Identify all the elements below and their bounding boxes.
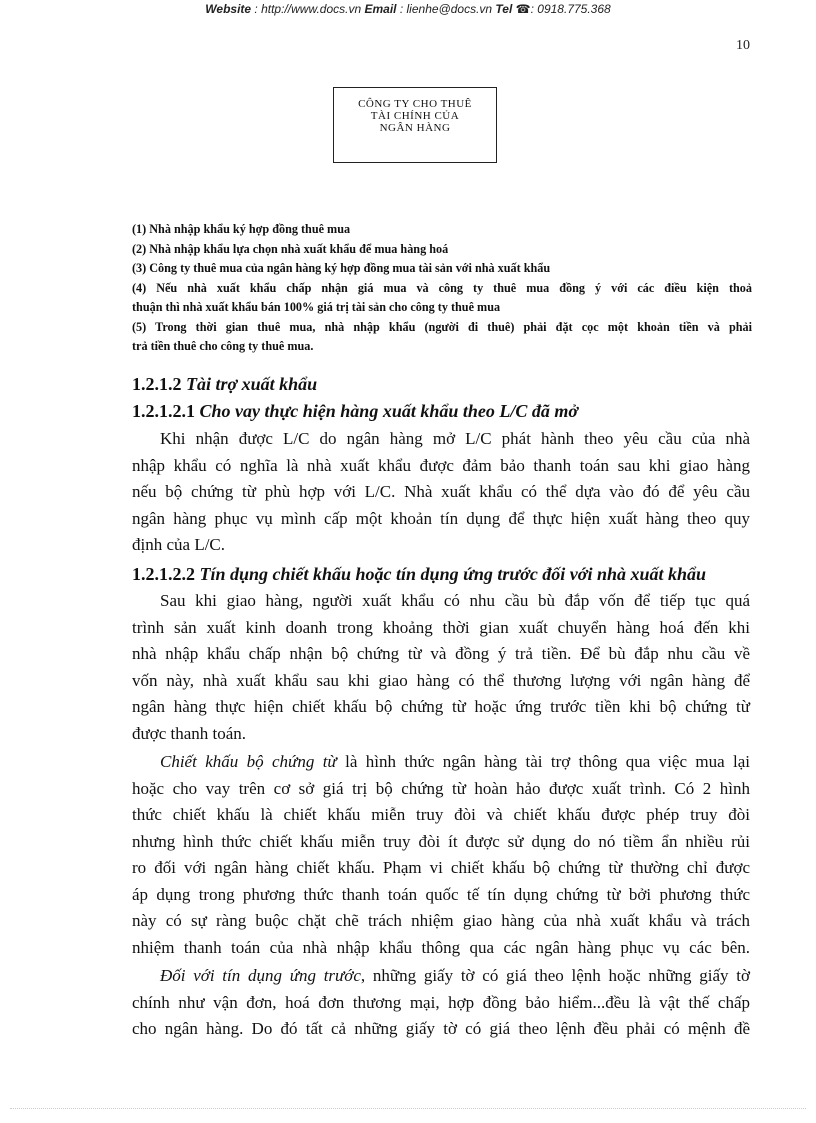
email-value: : lienhe@docs.vn: [399, 2, 493, 16]
text-line: nếu bộ chứng từ phù hợp với L/C. Nhà xuất khẩu có thể dựa vào đó để yêu cầu: [132, 482, 750, 501]
text-line: ngân hàng thực hiện chiết khấu bộ chứng từ hoặc ứng trước tiền khi bộ chứng từ: [132, 697, 750, 716]
heading-title: Tài trợ xuất khẩu: [186, 374, 318, 394]
email-label: Email: [364, 2, 397, 16]
paragraph-after-shipment: [132, 588, 750, 747]
note-1: (1) Nhà nhập khẩu ký hợp đồng thuê mua: [132, 222, 351, 236]
heading-title: Cho vay thực hiện hàng xuất khẩu theo L/C đã mở: [199, 401, 579, 421]
text-line: vốn này, nhà xuất khẩu sau khi giao hàng có thể thương lượng với ngân hàng để: [132, 670, 750, 690]
text-line: áp dụng trong phương thức thanh toán quốc tế tín dụng chứng từ bởi phương thức: [132, 884, 750, 904]
note-3: (3) Công ty thuê mua của ngân hàng ký hợp đồng mua tài sản với nhà xuất khẩu: [132, 261, 551, 275]
note-5-line-1: (5) Trong thời gian thuê mua, nhà nhập khẩu (người đi thuê) phải đặt cọc một khoản tiền và phải: [132, 319, 752, 334]
website-value: : http://www.docs.vn: [254, 2, 362, 16]
text-line: nhiệm thanh toán của nhà nhập khẩu thông qua các ngân hàng phục vụ các bên.: [132, 937, 750, 957]
note-5-line-2: trả tiền thuê cho công ty thuê mua.: [132, 339, 314, 353]
box-line-2: TÀI CHÍNH CỦA: [370, 110, 460, 122]
text-line: thức chiết khấu là chiết khấu miễn truy đòi và chiết khấu được phép truy đòi: [132, 805, 750, 824]
leasing-company-box: [333, 87, 497, 163]
text-line: Khi nhận được L/C do ngân hàng mở L/C phát hành theo yêu cầu của nhà: [160, 429, 750, 448]
heading-title: Tín dụng chiết khấu hoặc tín dụng ứng trước đối với nhà xuất khẩu: [199, 564, 707, 584]
text-line: cho ngân hàng. Do đó tất cả những giấy tờ có giá theo lệnh đều phải có mệnh đề: [132, 1019, 750, 1038]
heading-number: 1.2.1.2.2: [132, 564, 195, 584]
section-heading-lc-loan: [132, 401, 578, 422]
text-line: ro đối với ngân hàng chiết khấu. Phạm vi chiết khấu bộ chứng từ thường chỉ được: [132, 858, 750, 877]
page-number: 10: [736, 38, 750, 53]
text-line: chính như vận đơn, hoá đơn thương mại, hợp đồng bảo hiểm...đều là vật thế chấp: [132, 992, 750, 1012]
note-4-line-2: thuận thì nhà xuất khẩu bán 100% giá trị tài sản cho công ty thuê mua: [132, 300, 501, 314]
box-line-3: NGÂN HÀNG: [379, 122, 451, 134]
paragraph-lc-loan: [132, 426, 750, 559]
heading-number: 1.2.1.2.1: [132, 401, 195, 421]
section-heading-discount-credit: [132, 564, 706, 585]
heading-number: 1.2.1.2: [132, 374, 182, 394]
text-line: nhập khẩu có nghĩa là nhà xuất khẩu được đảm bảo thanh toán sau khi giao hàng: [132, 455, 750, 475]
text-line: Chiết khấu bộ chứng từ là hình thức ngân hàng tài trợ thông qua việc mua lại: [160, 752, 751, 771]
note-2: (2) Nhà nhập khẩu lựa chọn nhà xuất khẩu để mua hàng hoá: [132, 241, 449, 256]
text-line: Sau khi giao hàng, người xuất khẩu có nhu cầu bù đắp vốn để tiếp tục quá: [160, 591, 750, 610]
tel-value: ☎: 0918.775.368: [515, 2, 611, 16]
note-4-line-1: (4) Nếu nhà xuất khẩu chấp nhận giá mua và công ty thuê mua đồng ý với các điều kiện thoả: [132, 280, 752, 295]
text-line: được thanh toán.: [132, 723, 247, 743]
tel-label: Tel: [495, 2, 513, 16]
section-heading-export-finance: [132, 374, 317, 395]
text-line: ngân hàng phục vụ mình cấp một khoản tín dụng để thực hiện xuất hàng theo quy: [132, 508, 750, 528]
diagram-notes: [132, 220, 752, 357]
text-line: nhà nhập khẩu chấp nhận bộ chứng từ và đồng ý trả tiền. Để bù đắp nhu cầu về: [132, 644, 750, 663]
text-line: này có sự ràng buộc chặt chẽ trách nhiệm giao hàng của nhà xuất khẩu và trách: [132, 911, 750, 930]
text-line: định của L/C.: [132, 535, 226, 554]
text-line: trình sản xuất kinh doanh trong khoảng thời gian xuất chuyển hàng hoá đến khi: [132, 617, 750, 637]
paragraph-advance-credit: [132, 963, 750, 1043]
paragraph-document-discount: [132, 749, 750, 961]
text-line: Đối với tín dụng ứng trước, những giấy tờ có giá theo lệnh hoặc những giấy tờ: [160, 966, 750, 985]
text-line: nhưng hình thức chiết khấu miễn truy đòi ít được sử dụng do nó tiềm ẩn nhiều rủi: [132, 831, 750, 851]
website-label: Website: [205, 2, 252, 16]
text-line: hoặc cho vay trên cơ sở giá trị bộ chứng từ hoàn hảo được xuất trình. Có 2 hình: [132, 778, 750, 798]
box-line-1: CÔNG TY CHO THUÊ: [358, 98, 472, 110]
page-header: [0, 0, 816, 18]
footer-divider: [10, 1108, 806, 1109]
